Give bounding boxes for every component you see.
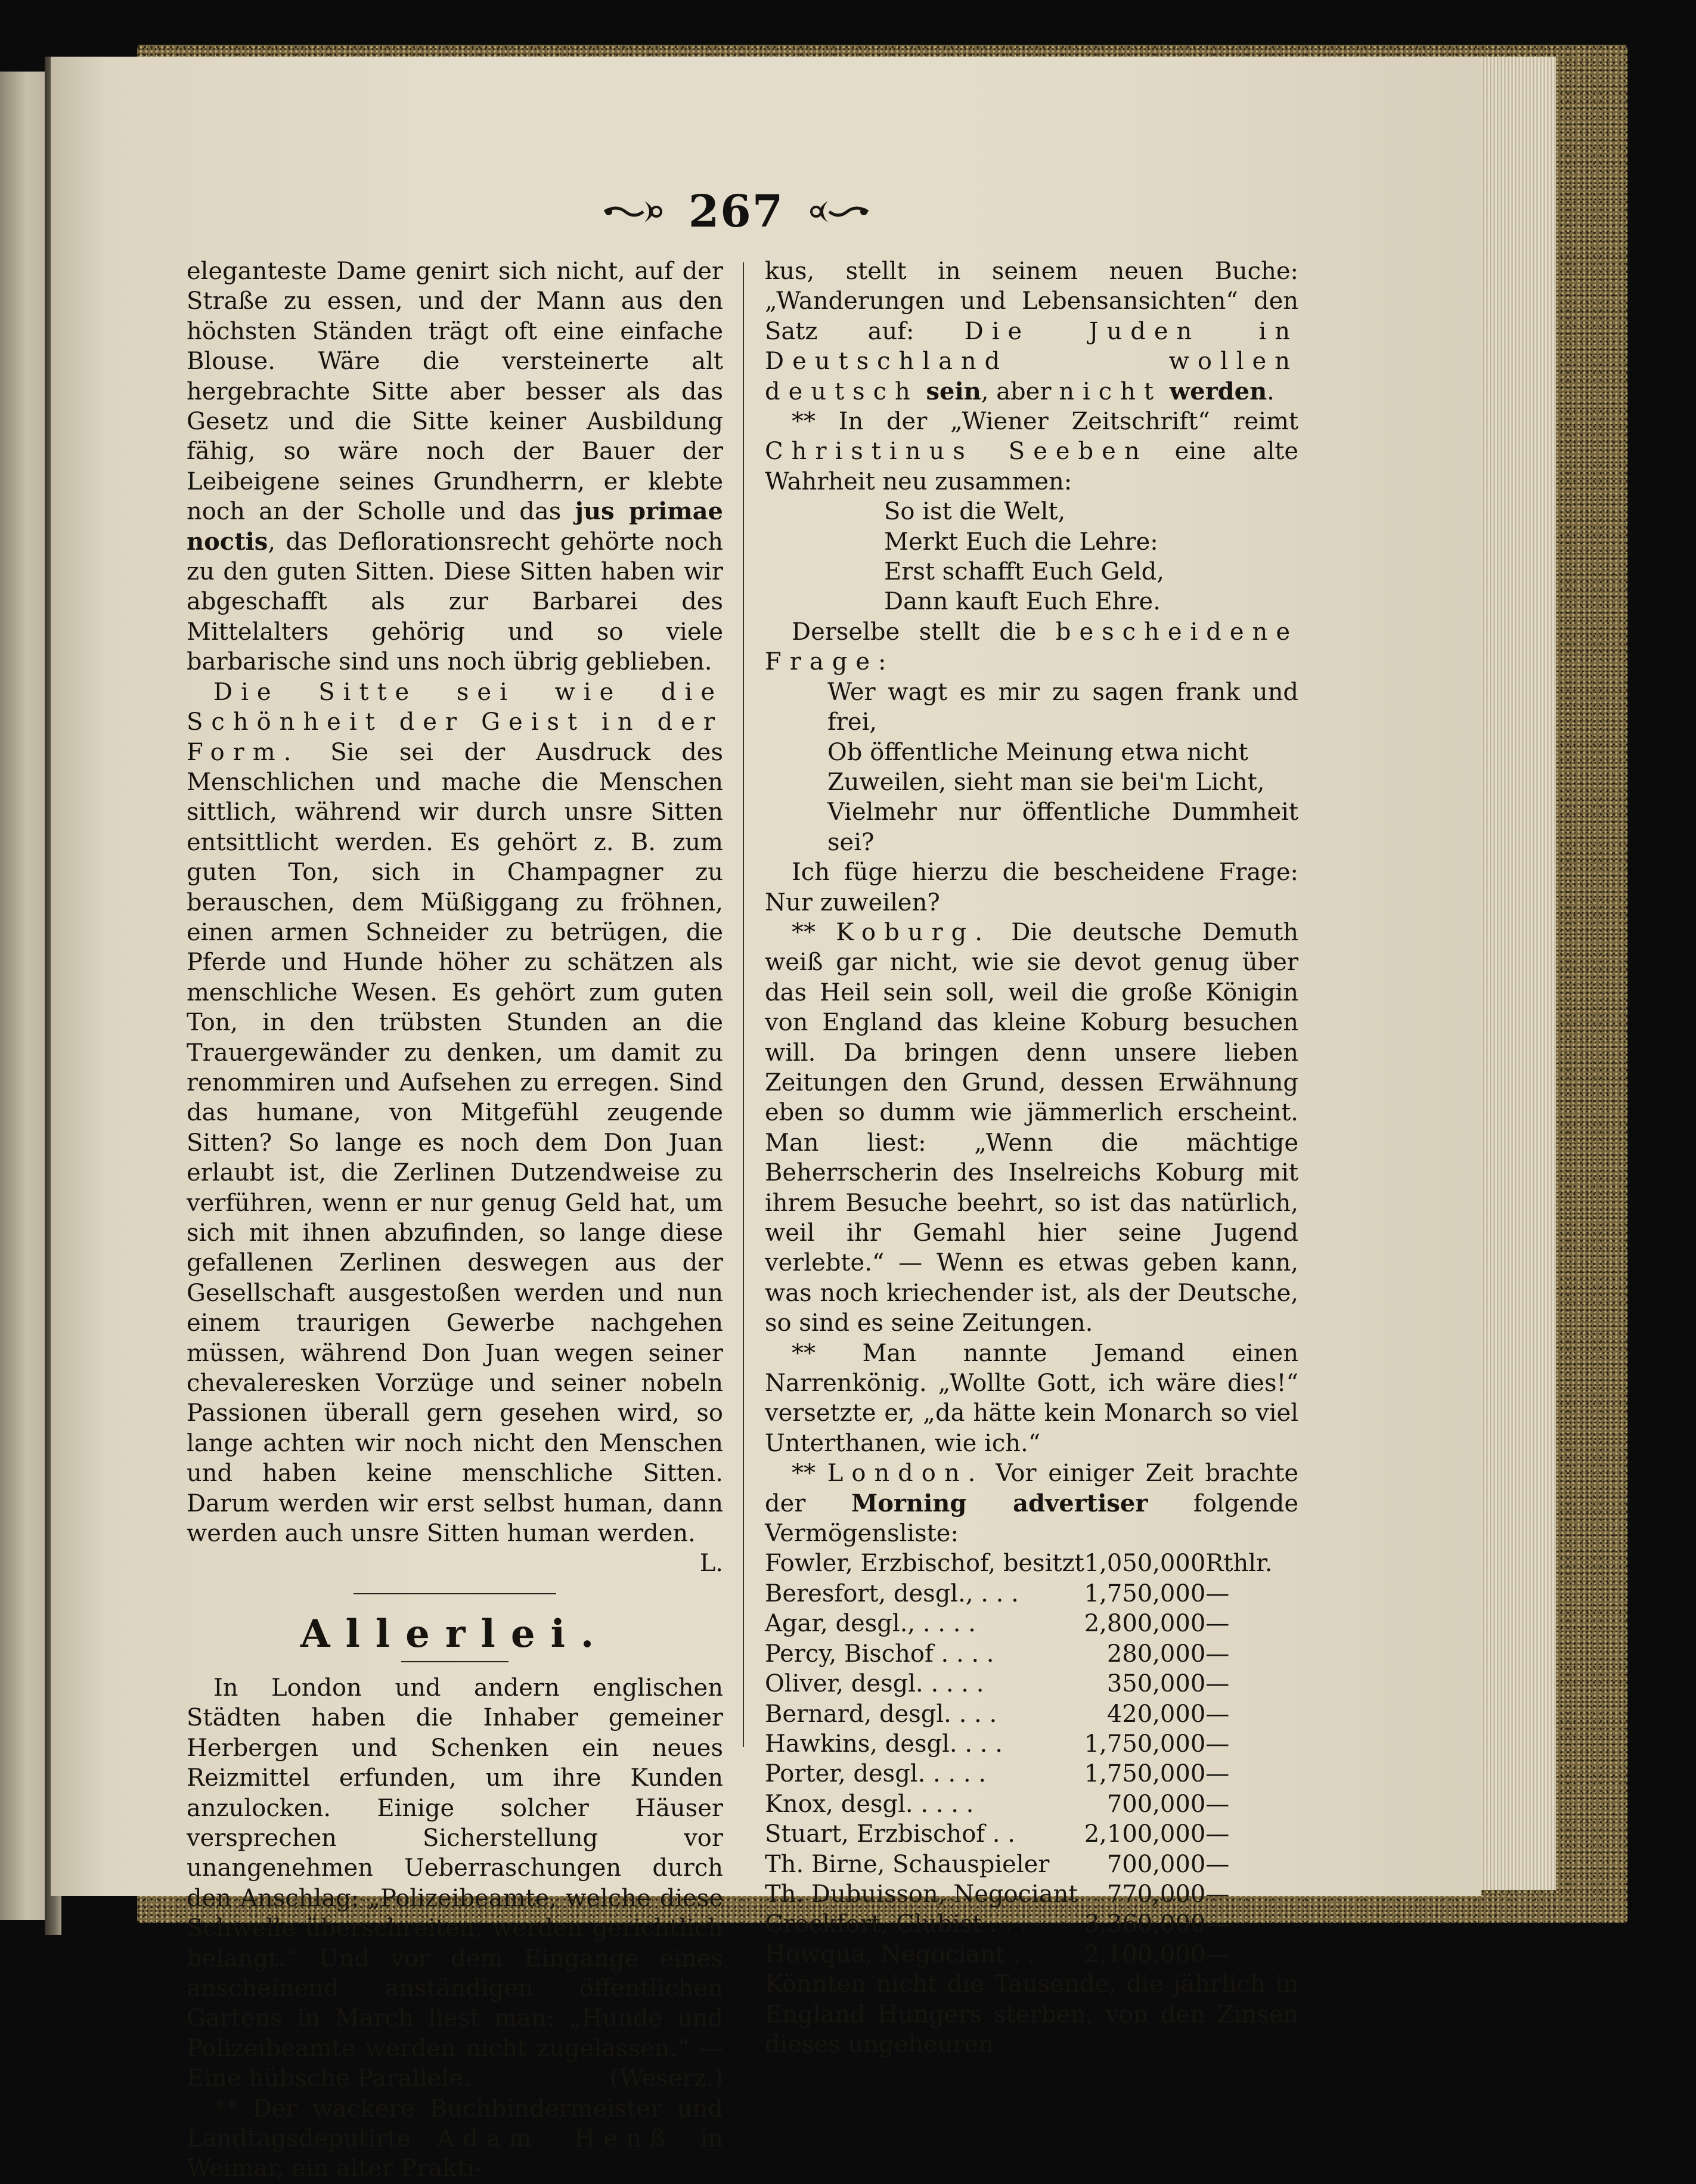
wealth-row [765, 1819, 1298, 1849]
wealth-unit: Rthlr. [1205, 1550, 1273, 1578]
paragraph-sitten [187, 256, 723, 677]
wealth-amount: 2,800,000 [1084, 1610, 1206, 1638]
wealth-amount: 2,100,000 [1084, 1820, 1206, 1848]
wealth-row [765, 1879, 1298, 1909]
paragraph-wiener-zeitschrift [765, 407, 1298, 497]
wealth-name: Knox, desgl. . . . . [765, 1790, 974, 1818]
wealth-name: Oliver, desgl. . . . . [765, 1670, 984, 1698]
wealth-amount: 1,750,000 [1084, 1760, 1206, 1788]
wealth-amount: 280,000 [1106, 1640, 1206, 1668]
poem-line: Vielmehr nur öffentliche Dummheit sei? [827, 798, 1298, 856]
bold-term: Morning advertiser [851, 1489, 1148, 1517]
wealth-list-table [765, 1548, 1298, 1969]
author-signature: L. [699, 1550, 723, 1578]
wealth-name: Agar, desgl., . . . . [765, 1610, 976, 1638]
wealth-unit: — [1205, 1940, 1230, 1968]
spaced-place: London. [827, 1460, 984, 1488]
text-run: . [1267, 377, 1275, 405]
bold-term: werden [1169, 377, 1267, 405]
spaced-name: Adam Henß [437, 2124, 674, 2152]
left-column [187, 256, 723, 2184]
text-run: in Weimar, ein alter Prakti- [187, 2124, 723, 2183]
paragraph-sitte-schoenheit [187, 677, 723, 1578]
text-run: Die deutsche Demuth weiß gar nicht, wie sie devot genug über das Heil sein soll, weil die große Königin von England das kleine Koburg besuchen will. Da bringen denn unsere lieben Zeitungen den Grund, dessen Erwähnung eben so dumm wie jämmerlich erscheint. Man liest: „Wenn die mächtige Beherrscherin des Inselreichs Koburg mit ihrem Besuche beehrt, so ist das natürlich, weil ihr Gemahl hier seine Jugend verlebte.“ — Wenn es etwas geben kann, was noch kriechender ist, als der Deutsche, so sind es seine Zeitungen. [765, 918, 1298, 1337]
wealth-name: Th. Dubuisson, Negociant [765, 1880, 1078, 1908]
section-divider [354, 1593, 556, 1594]
wealth-amount: 420,000 [1106, 1700, 1206, 1728]
paragraph-narrenkoenig: ** Man nannte Jemand einen Narrenkönig. „Wollte Gott, ich wäre dies!“ versetzte er, „da hätte kein Monarch so viel Unterthanen, wie ich.“ [765, 1339, 1298, 1457]
text-run: Vor einiger Zeit brachte der [765, 1460, 1299, 1517]
text-run: Derselbe stellt die [792, 618, 1037, 646]
poem-line: Erst schafft Euch Geld, [884, 558, 1164, 586]
text-run: folgende Vermögensliste: [765, 1489, 1299, 1548]
wealth-amount: 1,750,000 [1084, 1579, 1206, 1607]
wealth-amount: 700,000 [1106, 1850, 1206, 1878]
wealth-unit: — [1205, 1700, 1230, 1728]
wealth-unit: — [1205, 1640, 1230, 1668]
wealth-amount: 770,000 [1106, 1880, 1206, 1908]
poem-block [765, 677, 1298, 857]
poem-line: Merkt Euch die Lehre: [884, 528, 1158, 556]
text-run: eine alte Wahrheit neu zusammen: [765, 438, 1299, 495]
wealth-row [765, 1639, 1298, 1669]
wealth-name: Crockfort, Clubist . . . [765, 1910, 1028, 1938]
wealth-row [765, 1940, 1298, 1969]
wealth-unit: — [1205, 1610, 1230, 1638]
wealth-row [765, 1699, 1298, 1729]
wealth-row [765, 1850, 1298, 1879]
wealth-row [765, 1548, 1298, 1578]
wealth-unit: — [1205, 1579, 1230, 1607]
paragraph-london-vermoegen [765, 1458, 1298, 1548]
wealth-unit: — [1205, 1670, 1230, 1698]
poem-line: Dann kauft Euch Ehre. [884, 588, 1161, 616]
wealth-name: Bernard, desgl. . . . [765, 1700, 997, 1728]
section-heading: Allerlei. [300, 1611, 610, 1656]
wealth-unit: — [1205, 1820, 1230, 1848]
wealth-name: Percy, Bischof . . . . [765, 1640, 994, 1668]
wealth-name: Hawkins, desgl. . . . [765, 1730, 1003, 1758]
wealth-amount: 1,050,000 [1084, 1550, 1206, 1578]
spaced-emphasis: bescheidene Frage: [765, 618, 1298, 676]
paragraph-derselbe [765, 617, 1298, 677]
wealth-unit: — [1205, 1850, 1230, 1878]
page-number: 267 [688, 186, 785, 237]
text-run: , aber [981, 377, 1052, 405]
poem-line: Wer wagt es mir zu sagen frank und frei, [827, 678, 1298, 736]
text-run: Sie sei der Ausdruck des Menschlichen und mache die Menschen sittlich, während wir durch unsre Sitten entsittlicht werden. Es gehört z. B. zum guten Ton, sich in Champagner zu berauschen, dem Müßiggang zu fröhnen, einen armen Schneider zu betrügen, die Pferde und Hunde höher zu schätzen als menschliche Wesen. Es gehört zum guten Ton, in den trübsten Stunden an die Trauergewänder zu denken, um damit zu renommiren und Aufsehen zu erregen. Sind das humane, von Mitgefühl zeugende Sitten? So lange es noch dem Don Juan erlaubt ist, die Zerlinen Dutzendweise zu verführen, wenn er nur genug Geld hat, um sich mit ihnen abzufinden, so lange diese gefallenen Zerlinen deswegen aus der Gesellschaft ausgestoßen werden und nun einem traurigen Gewerbe nachgehen müssen, während Don Juan wegen seiner chevaleresken Vorzüge und seiner nobeln Passionen überall gern gesehen wird, so lange achten wir noch nicht den Menschen und haben keine menschliche Sitten. Darum werden wir erst selbst human, dann werden auch unsre Sitten human werden. [187, 738, 723, 1548]
wealth-row [765, 1669, 1298, 1699]
paragraph-koennten: Könnten nicht die Tausende, die jährlich in England Hungers sterben, von den Zinsen dieses ungeheuren [765, 1971, 1298, 2058]
spaced-emphasis: Die Juden in Deutschland wollen deutsch [765, 317, 1298, 405]
wealth-amount: 350,000 [1106, 1670, 1206, 1698]
page-header [599, 179, 873, 244]
paragraph-london-herbergen [187, 1673, 723, 2094]
heading-underline [401, 1661, 509, 1662]
wealth-row [765, 1909, 1298, 1939]
right-column [765, 256, 1298, 2059]
spaced-emphasis: nicht [1059, 377, 1162, 405]
wealth-row [765, 1729, 1298, 1759]
right-ornament-icon [805, 194, 871, 230]
poem-line: So ist die Welt, [884, 498, 1066, 526]
text-run: ** [792, 1460, 816, 1488]
paragraph-koburg [765, 918, 1298, 1339]
bold-term: jus primae noctis [187, 497, 723, 556]
text-run: eleganteste Dame genirt sich nicht, auf der Straße zu essen, und der Mann aus den höchsten Ständen trägt oft eine einfache Blouse. Wäre die versteinerte alt hergebrachte Sitte aber besser als das Gesetz und die Sitte keiner Ausbildung fähig, so wäre noch der Bauer der Leibeigene seines Grundherrn, er klebte noch an der Scholle und das [187, 258, 723, 526]
wealth-name: Fowler, Erzbischof, besitzt [765, 1550, 1084, 1578]
wealth-row [765, 1609, 1298, 1638]
wealth-unit: — [1205, 1880, 1230, 1908]
wealth-row [765, 1789, 1298, 1819]
poem-block [765, 497, 1298, 617]
bold-term: sein [926, 377, 981, 405]
paragraph-henss-continued [765, 256, 1298, 407]
text-run: In London und andern englischen Städten haben die Inhaber gemeiner Herbergen und Schenken ein neues Reizmittel erfunden, um ihre Kunden anzulocken. Einige solcher Häuser versprechen Sicherstellung vor unangenehmen Ueberraschungen durch den Anschlag: „Polizeibeamte, welche diese Schwelle überschreiten, werden gerichtlich belangt.“ Und vor dem Eingange eines anscheinend anständigen öffentlichen Gartens in March liest man: „Hunde und Polizeibeamte werden nicht zugelassen.“ — Eine hübsche Parallele. [187, 1674, 723, 2093]
text-run: , das Deflorationsrecht gehörte noch zu den guten Sitten. Diese Sitten haben wir abgeschafft als zur Barbarei des Mittelalters gehörig und so viele barbarische sind uns noch übrig geblieben. [187, 528, 723, 676]
wealth-unit: — [1205, 1910, 1230, 1938]
spaced-place: Koburg. [836, 918, 991, 946]
left-page-edge [0, 72, 45, 1920]
spaced-emphasis: Die Sitte sei wie die Schönheit der Geist in der Form. [187, 678, 723, 766]
wealth-name: Howqua, Negociant . . [765, 1940, 1035, 1968]
text-run: ** [792, 918, 816, 946]
text-run: kus, stellt in seinem neuen Buche: „Wanderungen und Lebensansichten“ den Satz auf: [765, 258, 1298, 345]
wealth-name: Stuart, Erzbischof . . [765, 1820, 1015, 1848]
poem-line: Zuweilen, sieht man sie bei'm Licht, [827, 768, 1265, 796]
wealth-amount: 1,750,000 [1084, 1730, 1206, 1758]
source-citation: (Weserz.) [610, 2065, 723, 2093]
wealth-name: Porter, desgl. . . . . [765, 1760, 987, 1788]
wealth-unit: — [1205, 1790, 1230, 1818]
poem-line: Ob öffentliche Meinung etwa nicht [827, 738, 1248, 766]
spaced-name: Christinus Seeben [765, 438, 1148, 466]
wealth-unit: — [1205, 1730, 1230, 1758]
left-ornament-icon [601, 194, 667, 230]
wealth-amount: 700,000 [1106, 1790, 1206, 1818]
wealth-amount: 2,100,000 [1084, 1940, 1206, 1968]
paragraph-buchbinder [187, 2094, 723, 2184]
wealth-name: Beresfort, desgl., . . . [765, 1579, 1019, 1607]
wealth-row [765, 1759, 1298, 1789]
wealth-name: Th. Birne, Schauspieler [765, 1850, 1050, 1878]
text-run: ** Der wackere Buchbindermeister und Landtagsdeputirte [187, 2095, 723, 2152]
paragraph-nur-zuweilen: Ich füge hierzu die bescheidene Frage: Nur zuweilen? [765, 859, 1298, 916]
text-run: ** In der „Wiener Zeitschrift“ reimt [792, 408, 1298, 436]
wealth-unit: — [1205, 1760, 1230, 1788]
wealth-row [765, 1579, 1298, 1609]
column-divider [743, 262, 744, 1747]
wealth-amount: 3,360,000 [1084, 1910, 1206, 1938]
